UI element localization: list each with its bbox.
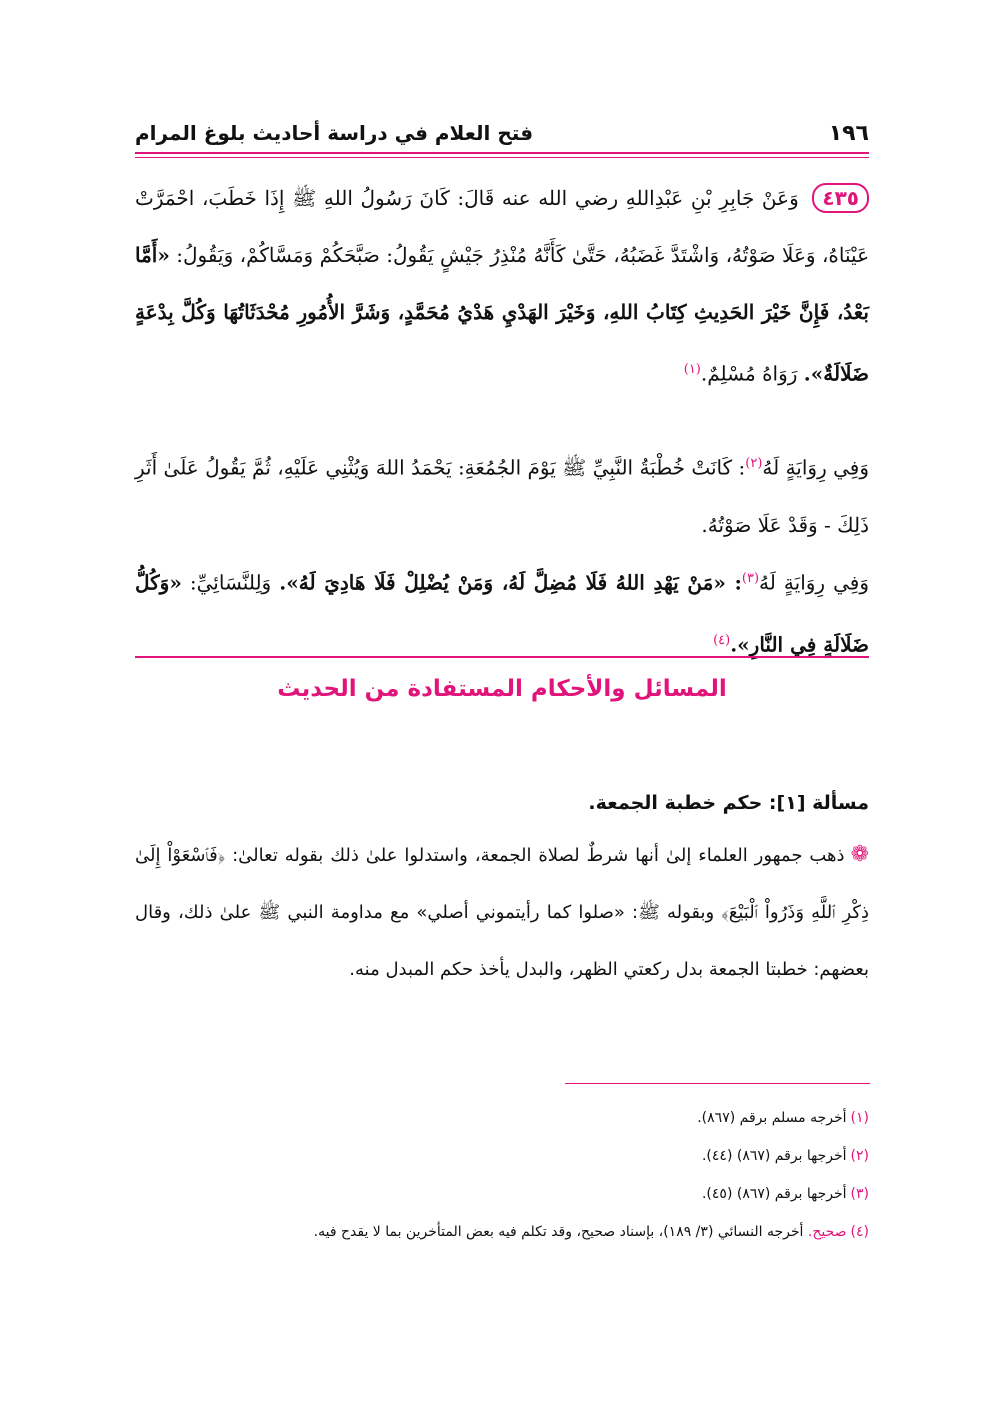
hadith-intro: وَعَنْ جَابِرِ بْنِ عَبْدِاللهِ رضي الله عنه قَالَ: كَانَ رَسُولُ اللهِ ﷺ إِذَا خَطَبَ، احْمَرَّتْ عَيْنَاهُ، وَعَلَا صَوْتُهُ، وَاشْتَدَّ غَضَبُهُ، حَتَّىٰ كَأَنَّهُ مُنْذِرُ جَيْشٍ يَقُولُ: صَبَّحَكُمْ وَمَسَّاكُمْ، وَيَقُولُ: xyxy=(135,186,870,267)
footnote-item xyxy=(135,1219,869,1246)
hadith-paragraph xyxy=(135,170,869,403)
section-title: المسائل والأحكام المستفادة من الحديث xyxy=(277,676,727,702)
footnote-number: (١) xyxy=(850,1110,869,1126)
masala-text: ذهب جمهور العلماء إلىٰ أنها شرطٌ لصلاة الجمعة، واستدلوا علىٰ ذلك بقوله تعالىٰ: ﴿فَٱسْعَوْاْ إِلَىٰ ذِكْرِ ٱللَّهِ وَذَرُواْ ٱلْبَيْعَ﴾ وبقوله ﷺ: «صلوا كما رأيتموني أصلي» مع مداومة النبي ﷺ علىٰ ذلك، وقال بعضهم: خطبتا الجمعة بدل ركعتي الظهر، والبدل يأخذ حكم المبدل منه. xyxy=(135,845,869,980)
header-rule-thin xyxy=(135,157,869,158)
footnote-number: (٤) xyxy=(850,1224,869,1240)
riwaya-quote: «وَكُلُّ ضَلَالَةٍ فِي النَّارِ». xyxy=(135,570,869,657)
section-rule xyxy=(135,656,869,658)
book-title: فتح العلام في دراسة أحاديث بلوغ المرام xyxy=(135,121,534,145)
page-number: ١٩٦ xyxy=(828,120,869,146)
riwaya-text: وَفِي رِوَايَةٍ لَهُ xyxy=(759,570,870,595)
footnote-text: أخرجه النسائي (٣/ ١٨٩)، بإسناد صحيح، وقد تكلم فيه بعض المتأخرين بما لا يقدح فيه. xyxy=(313,1224,804,1240)
riwaya-quote: : «مَنْ يَهْدِ اللهُ فَلَا مُضِلَّ لَهُ، وَمَنْ يُضْلِلْ فَلَا هَادِيَ لَهُ». xyxy=(279,570,742,595)
footnote-text: أخرجها برقم (٨٦٧) (٤٥). xyxy=(701,1186,847,1202)
footnotes xyxy=(135,1105,869,1246)
riwaya-text: وَلِلنَّسَائِيِّ: xyxy=(189,570,272,595)
flower-icon: ❁ xyxy=(850,842,869,867)
hadith-source: رَوَاهُ مُسْلِمٌ. xyxy=(700,361,798,386)
footnote-text: أخرجها برقم (٨٦٧) (٤٤). xyxy=(701,1148,847,1164)
riwaya-text: : كَانَتْ خُطْبَةُ النَّبِيِّ ﷺ يَوْمَ الجُمُعَةِ: يَحْمَدُ اللهَ وَيُثْنِي عَلَيْهِ، ثُمَّ يَقُولُ عَلَىٰ أَثَرِ ذَلِكَ - وَقَدْ عَلَا صَوْتُهُ. xyxy=(135,455,869,537)
page-header xyxy=(135,116,869,150)
footnote-ref[interactable]: (١) xyxy=(683,362,701,377)
footnote-item xyxy=(135,1181,869,1208)
footnote-item xyxy=(135,1143,869,1170)
footnote-ref[interactable]: (٤) xyxy=(713,632,731,648)
footnote-item xyxy=(135,1105,869,1132)
masala-heading: مسألة [١]: حكم خطبة الجمعة. xyxy=(588,792,869,814)
masala-body xyxy=(135,826,869,998)
riwaya-paragraph-2 xyxy=(135,550,869,673)
footnote-number: (٢) xyxy=(850,1148,869,1164)
footnote-ref[interactable]: (٢) xyxy=(745,456,763,471)
header-rule xyxy=(135,152,869,154)
footnote-rule xyxy=(565,1083,870,1084)
hadith-quote: «أَمَّا بَعْدُ، فَإِنَّ خَيْرَ الحَدِيثِ كِتَابُ اللهِ، وَخَيْرَ الهَدْيِ هَدْيُ مُحَمَّدٍ، وَشَرَّ الأُمُورِ مُحْدَثَاتُهَا وَكُلَّ بِدْعَةٍ ضَلَالَةٌ». xyxy=(135,243,869,386)
footnote-text: أخرجه مسلم برقم (٨٦٧). xyxy=(697,1110,847,1126)
footnote-number: (٣) xyxy=(850,1186,869,1202)
riwaya-paragraph-1 xyxy=(135,435,869,554)
riwaya-text: وَفِي رِوَايَةٍ لَهُ xyxy=(762,455,869,480)
footnote-ref[interactable]: (٣) xyxy=(741,571,760,586)
hadith-number-badge: ٤٣٥ xyxy=(812,183,869,213)
footnote-grade: صحيح. xyxy=(807,1224,847,1240)
